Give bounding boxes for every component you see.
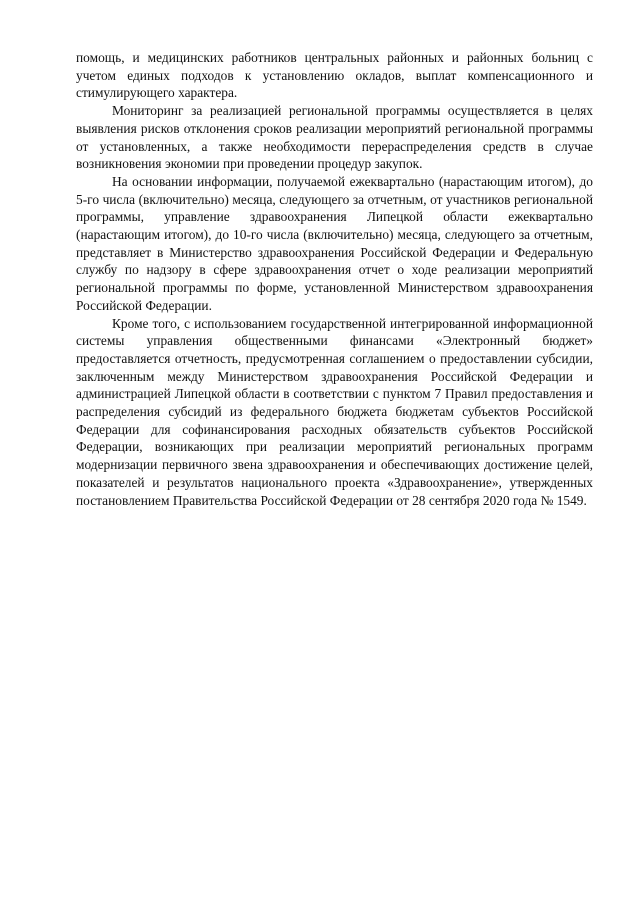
paragraph-electronic-budget: Кроме того, с использованием государственной интегрированной информационной системы управления общественными финансами «Электронный бюджет» предоставляется отчетность, предусмотренная соглашением о предоставлении субсидии, заключенным между Министерством здравоохранения Российской Федерации и администрацией Липецкой области в соответствии с пунктом 7 Правил предоставления и распределения субсидий из федерального бюджета бюджетам субъектов Российской Федерации для софинансирования расходных обязательств субъектов Российской Федерации, возникающих при реализации мероприятий региональных программ модернизации первичного звена здравоохранения и обеспечивающих достижение целей, показателей и результатов национального проекта «Здравоохранение», утвержденных постановлением Правительства Российской Федерации от 28 сентября 2020 года № 1549. [76,315,593,508]
document-page [76,49,593,509]
paragraph-continuation: помощь, и медицинских работников центральных районных и районных больниц с учетом единых подходов к установлению окладов, выплат компенсационного и стимулирующего характера. [76,50,593,101]
paragraph-monitoring: Мониторинг за реализацией региональной программы осуществляется в целях выявления рисков отклонения сроков реализации мероприятий региональной программы от установленных, а также необходимости перераспределения средств в случае возникновения экономии при проведении процедур закупок. [76,103,593,172]
paragraph-reporting: На основании информации, получаемой ежеквартально (нарастающим итогом), до 5-го числа (включительно) месяца, следующего за отчетным, от участников региональной программы, управление здравоохранения Липецкой области ежеквартально (нарастающим итогом), до 10-го числа (включительно) месяца, следующего за отчетным, представляет в Министерство здравоохранения Российской Федерации и Федеральную службу по надзору в сфере здравоохранения отчет о ходе реализации мероприятий региональной программы по форме, установленной Министерством здравоохранения Российской Федерации. [76,173,593,313]
